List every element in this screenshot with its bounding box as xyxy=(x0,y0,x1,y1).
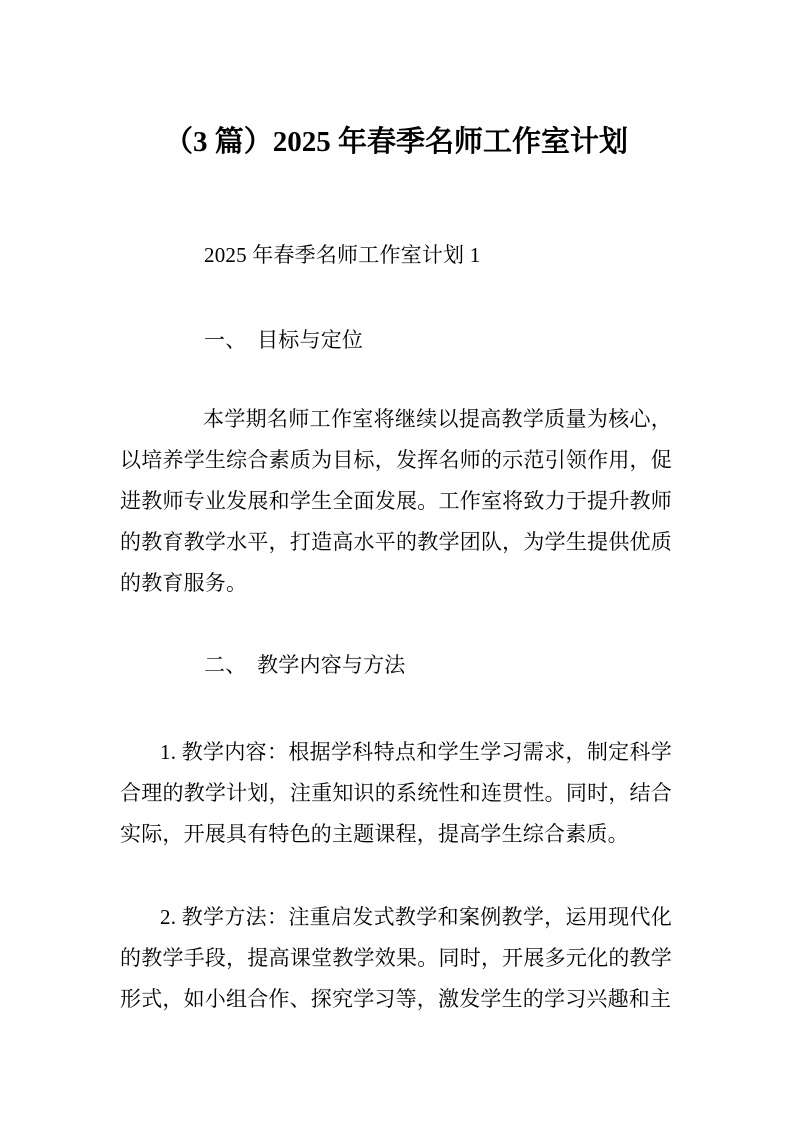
article-subtitle: 2025 年春季名师工作室计划 1 xyxy=(204,243,481,267)
section-heading-goals: 一、 目标与定位 xyxy=(204,328,364,352)
teaching-content-item: 1. 教学内容：根据学科特点和学生学习需求，制定科学合理的教学计划，注重知识的系统性和连贯性。同时，结合实际，开展具有特色的主题课程，提高学生综合素质。 xyxy=(120,740,672,846)
goals-paragraph: 本学期名师工作室将继续以提高教学质量为核心，以培养学生综合素质为目标，发挥名师的示范引领作用，促进教师专业发展和学生全面发展。工作室将致力于提升教师的教育教学水平，打造高水平的教学团队，为学生提供优质的教育服务。 xyxy=(120,407,672,595)
document-title: （3 篇）2025 年春季名师工作室计划 xyxy=(163,126,628,158)
teaching-method-item: 2. 教学方法：注重启发式教学和案例教学，运用现代化的教学手段，提高课堂教学效果。同时，开展多元化的教学形式，如小组合作、探究学习等，激发学生的学习兴趣和主 xyxy=(120,905,672,1011)
section-heading-teaching: 二、 教学内容与方法 xyxy=(204,653,406,677)
